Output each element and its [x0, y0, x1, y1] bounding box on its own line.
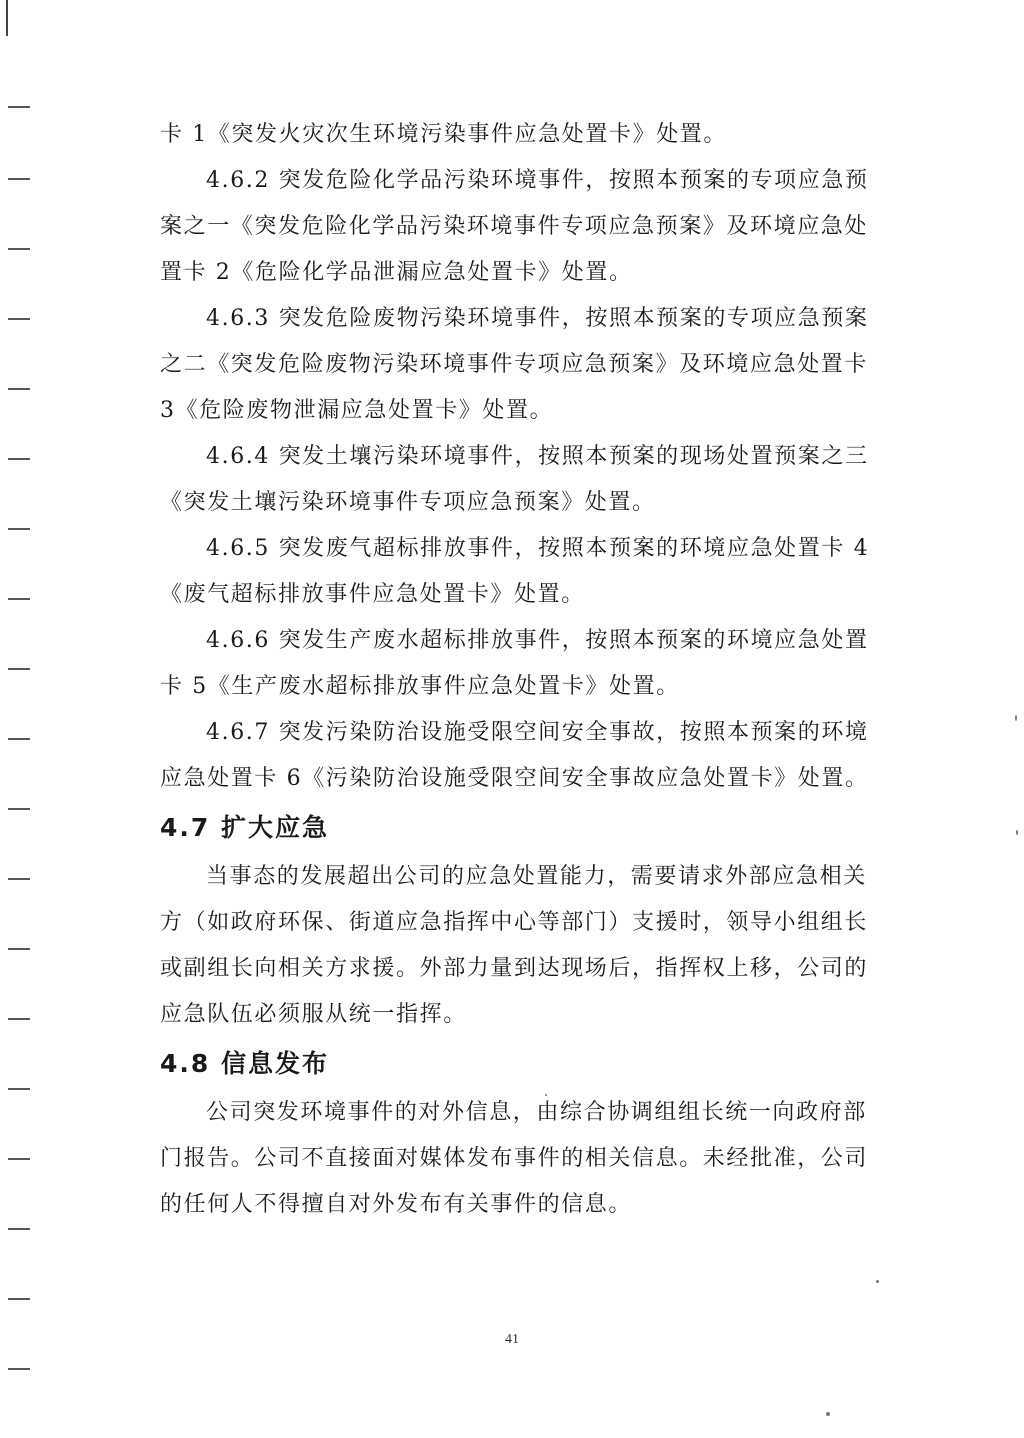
paragraph-4-6-5 — [160, 526, 872, 618]
binding-mark — [8, 106, 30, 108]
binding-mark — [8, 878, 30, 880]
scan-speck — [876, 1280, 879, 1283]
binding-mark — [8, 178, 30, 180]
text-line: 的任何人不得擅自对外发布有关事件的信息。 — [160, 1192, 633, 1217]
text-line: 公司突发环境事件的对外信息，由综合协调组组长统一向政府部 — [206, 1100, 867, 1125]
binding-mark — [8, 318, 30, 320]
text-line: 置卡 2《危险化学品泄漏应急处置卡》处置。 — [160, 260, 633, 285]
text-line: 卡 1《突发火灾次生环境污染事件应急处置卡》处置。 — [160, 122, 727, 147]
text-line: 案之一《突发危险化学品污染环境事件专项应急预案》及环境应急处 — [160, 214, 869, 239]
binding-edge-mark — [6, 0, 8, 36]
section-heading-4-7: 4.7 扩大应急 — [160, 813, 329, 842]
paragraph-4-8 — [160, 1090, 872, 1228]
paragraph-4-7 — [160, 854, 872, 1038]
text-line: 或副组长向相关方求援。外部力量到达现场后，指挥权上移，公司的 — [160, 956, 869, 981]
text-line: 之二《突发危险废物污染环境事件专项应急预案》及环境应急处置卡 — [160, 352, 869, 377]
text-line: 4.6.5 突发废气超标排放事件，按照本预案的环境应急处置卡 4 — [206, 536, 870, 561]
binding-mark — [8, 1298, 30, 1300]
binding-mark — [8, 1228, 30, 1230]
paragraph-4-6-3 — [160, 296, 872, 434]
text-line: 当事态的发展超出公司的应急处置能力，需要请求外部应急相关 — [206, 864, 867, 889]
text-line: 门报告。公司不直接面对媒体发布事件的相关信息。未经批准，公司 — [160, 1146, 869, 1171]
scan-speck — [826, 1412, 830, 1416]
text-line: 方（如政府环保、街道应急指挥中心等部门）支援时，领导小组组长 — [160, 910, 869, 935]
text-line: 《废气超标排放事件应急处置卡》处置。 — [160, 582, 585, 607]
binding-mark — [8, 528, 30, 530]
paragraph-4-6-1-tail — [160, 112, 872, 158]
text-line: 应急处置卡 6《污染防治设施受限空间安全事故应急处置卡》处置。 — [160, 766, 869, 791]
text-line: 《突发土壤污染环境事件专项应急预案》处置。 — [160, 490, 656, 515]
scan-speck — [1015, 715, 1017, 721]
binding-mark — [8, 1018, 30, 1020]
binding-mark — [8, 1158, 30, 1160]
text-line: 4.6.7 突发污染防治设施受限空间安全事故，按照本预案的环境 — [206, 720, 869, 745]
binding-mark — [8, 1088, 30, 1090]
binding-mark — [8, 948, 30, 950]
page-number: 41 — [505, 1332, 519, 1347]
paragraph-4-6-4 — [160, 434, 872, 526]
paragraph-4-6-7 — [160, 710, 872, 802]
text-line: 3《危险废物泄漏应急处置卡》处置。 — [160, 398, 554, 423]
text-line: 4.6.4 突发土壤污染环境事件，按照本预案的现场处置预案之三 — [206, 444, 869, 469]
binding-mark — [8, 598, 30, 600]
paragraph-4-6-6 — [160, 618, 872, 710]
text-line: 4.6.6 突发生产废水超标排放事件，按照本预案的环境应急处置 — [206, 628, 869, 653]
binding-mark — [8, 668, 30, 670]
binding-mark — [8, 738, 30, 740]
text-line: 卡 5《生产废水超标排放事件应急处置卡》处置。 — [160, 674, 680, 699]
document-body — [160, 112, 872, 1228]
text-line: 4.6.3 突发危险废物污染环境事件，按照本预案的专项应急预案 — [206, 306, 869, 331]
binding-mark — [8, 388, 30, 390]
section-heading-4-8: 4.8 信息发布 — [160, 1049, 329, 1078]
text-line: 4.6.2 突发危险化学品污染环境事件，按照本预案的专项应急预 — [206, 168, 869, 193]
binding-mark — [8, 808, 30, 810]
paragraph-4-6-2 — [160, 158, 872, 296]
binding-mark — [8, 458, 30, 460]
binding-mark — [8, 248, 30, 250]
binding-mark — [8, 1368, 30, 1370]
text-line: 应急队伍必须服从统一指挥。 — [160, 1002, 467, 1027]
scan-speck — [1016, 830, 1018, 835]
